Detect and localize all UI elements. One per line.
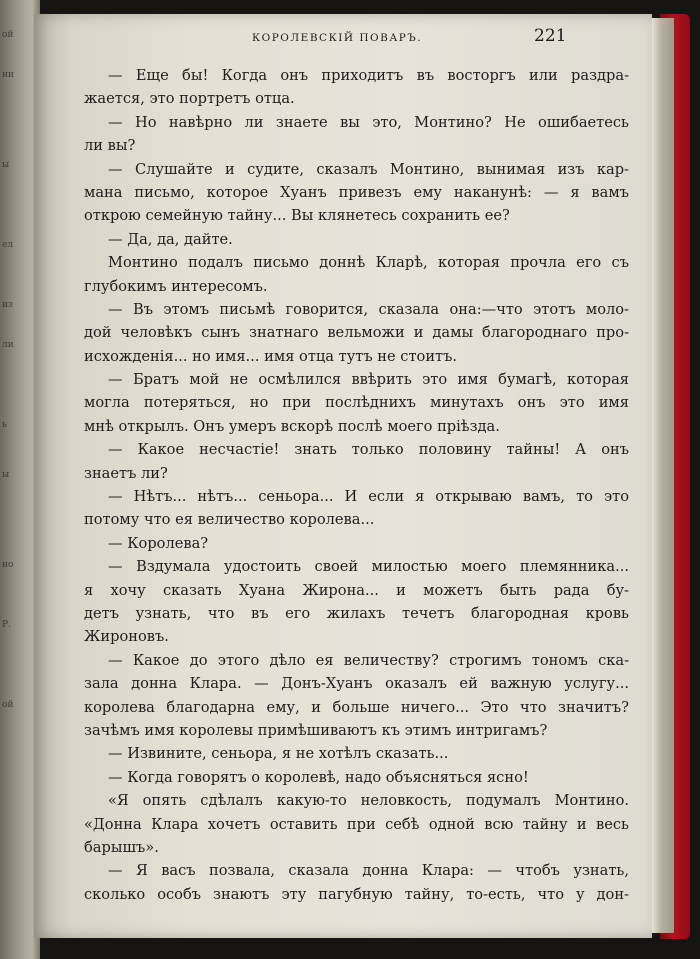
text-line: знаетъ ли? [84, 464, 168, 482]
text-line: — Братъ мой не осмѣлился ввѣрить это имя бумагѣ, которая [108, 371, 629, 389]
text-line: мнѣ открылъ. Онъ умеръ вскорѣ послѣ моего пріѣзда. [84, 417, 500, 435]
left-page-fragment: ой [2, 700, 14, 710]
page-number: 221 [534, 26, 567, 46]
text-line: ли вы? [84, 137, 136, 155]
text-line: я хочу сказать Хуана Жирона... и можетъ быть рада бу- [84, 581, 629, 599]
text-line: — Извините, сеньора, я не хотѣлъ сказать... [108, 745, 449, 763]
text-line: — Королева? [108, 534, 209, 552]
text-line: глубокимъ интересомъ. [84, 277, 268, 295]
running-title: КОРОЛЕВСКІЙ ПОВАРЪ. [252, 32, 423, 44]
page-header [34, 24, 652, 50]
text-line: — Да, да, дайте. [108, 230, 233, 248]
page-body-text [84, 64, 629, 906]
text-line: «Я опять сдѣлалъ какую-то неловкость, подумалъ Монтино. [108, 792, 629, 810]
left-page-fragment: ы [2, 470, 10, 480]
text-line: сколько особъ знаютъ эту пагубную тайну, то-есть, что у дон- [84, 885, 629, 903]
text-line: потому что ея величество королева... [84, 511, 375, 529]
text-line: могла потеряться, но при послѣднихъ минутахъ онъ это имя [84, 394, 629, 412]
text-line: зачѣмъ имя королевы примѣшиваютъ къ этимъ интригамъ? [84, 721, 548, 739]
left-page-fragment: ни [2, 70, 14, 80]
left-page-fragment: ы [2, 160, 10, 170]
text-line: «Донна Клара хочетъ оставить при себѣ одной всю тайну и весь [84, 815, 629, 833]
text-line: мана письмо, которое Хуанъ привезъ ему наканунѣ: — я вамъ [84, 183, 629, 201]
text-line: дой человѣкъ сынъ знатнаго вельможи и дамы благороднаго про- [84, 324, 629, 342]
text-line: жается, это портретъ отца. [84, 90, 295, 108]
text-line: — Нѣтъ... нѣтъ... сеньора... И если я открываю вамъ, то это [108, 488, 629, 506]
text-line: — Вздумала удостоить своей милостью моего племянника... [108, 558, 629, 576]
text-line: Монтино подалъ письмо доннѣ Кларѣ, которая прочла его съ [108, 254, 629, 272]
text-line: — Въ этомъ письмѣ говорится, сказала она:—что этотъ моло- [108, 300, 629, 318]
text-line: — Еще бы! Когда онъ приходитъ въ восторгъ или раздра- [108, 67, 629, 84]
book-page [34, 14, 652, 938]
text-line: барышъ». [84, 838, 159, 856]
left-page-fragment: из [2, 300, 13, 310]
text-line: исхожденія... но имя... имя отца тутъ не стоитъ. [84, 347, 458, 365]
text-line: Жироновъ. [84, 628, 169, 646]
text-line: — Я васъ позвала, сказала донна Клара: — чтобъ узнать, [108, 862, 629, 880]
left-page-fragment: но [2, 560, 14, 570]
left-page-fragment: ел [2, 240, 14, 250]
text-line: — Когда говорятъ о королевѣ, надо объясняться ясно! [108, 768, 529, 786]
text-line: зала донна Клара. — Донъ-Хуанъ оказалъ ей важную услугу... [84, 675, 629, 693]
text-line: — Какое до этого дѣло ея величеству? строгимъ тономъ ска- [108, 651, 629, 669]
text-line: детъ узнать, что въ его жилахъ течетъ благородная кровь [84, 604, 629, 622]
text-line: — Какое несчастіе! знать только половину тайны! А онъ [108, 441, 629, 459]
text-line: королева благодарна ему, и больше ничего... Это что значитъ? [84, 698, 629, 716]
text-line: — Слушайте и судите, сказалъ Монтино, вынимая изъ кар- [108, 160, 629, 178]
left-page-fragment: ой [2, 30, 14, 40]
left-page-fragment: ли [2, 340, 14, 350]
left-page-fragment: Р. [2, 620, 11, 630]
text-line: — Но навѣрно ли знаете вы это, Монтино? Не ошибаетесь [108, 113, 629, 131]
left-page-fragment: ь [2, 420, 7, 430]
text-line: открою семейную тайну... Вы клянетесь сохранить ее? [84, 207, 510, 225]
